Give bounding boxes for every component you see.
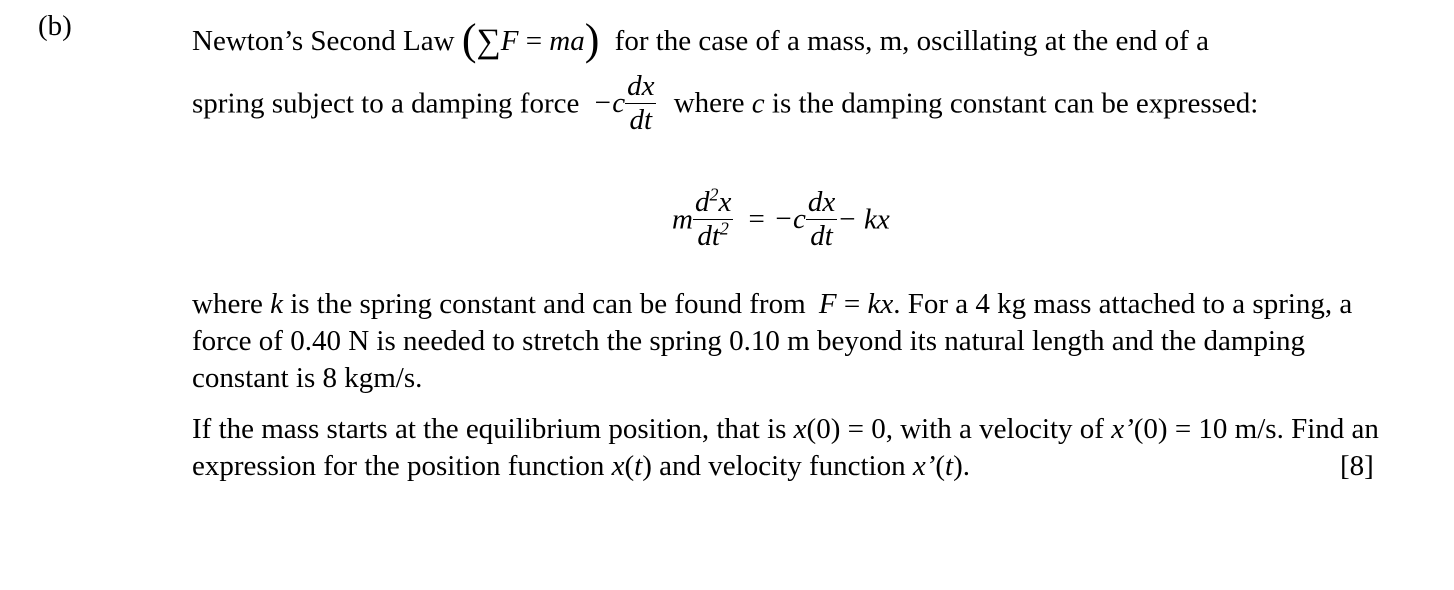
paren-close: ) <box>584 15 600 64</box>
p2-t3: (0) = 10 m/s. Find an expression for the position function <box>192 413 1379 482</box>
line2-c-var: c <box>751 87 765 120</box>
damping-fraction <box>625 70 656 138</box>
line-2 <box>192 70 1258 138</box>
law-equals: = <box>518 25 550 57</box>
eq-lhs-den-dt: dt <box>697 220 720 253</box>
p2-t4: and velocity function <box>659 450 906 482</box>
eq-lhs-num-d: d <box>694 186 710 218</box>
eq-m: m <box>672 203 693 236</box>
line2-prefix: spring subject to a damping force <box>192 87 580 120</box>
p2-t2: (0) = 0, with a velocity of <box>806 413 1104 445</box>
eq-lhs-fraction <box>693 186 733 254</box>
paragraph-spring-constant <box>192 286 1402 397</box>
p2-t5: ( <box>935 450 946 482</box>
p2-t6: t <box>945 450 954 482</box>
p2-xt: x <box>611 450 625 482</box>
line-1 <box>192 14 1209 64</box>
p2-t-close: ) <box>642 450 652 482</box>
eq-neg-c: = −c <box>746 203 806 236</box>
p2-t-var: t <box>634 450 643 482</box>
eq-lhs-num-x: x <box>718 186 732 218</box>
damping-frac-num: dx <box>627 70 655 102</box>
law-force: F <box>500 25 519 57</box>
line1-prefix: Newton’s Second Law <box>192 25 455 57</box>
eq-lhs-den <box>693 219 733 253</box>
p1-formula-f: F <box>818 288 837 320</box>
p1-formula-eq: = <box>836 288 868 320</box>
line2-neg-c: −c <box>592 87 626 120</box>
line2-where: where <box>673 87 745 120</box>
eq-lhs-den-sup: 2 <box>719 218 729 239</box>
law-ma: ma <box>549 25 585 57</box>
p1-t1: where <box>192 288 263 320</box>
p2-xpt: x’ <box>912 450 936 482</box>
p1-t2: is the spring constant and can be found from <box>290 288 806 320</box>
part-label: (b) <box>38 10 72 42</box>
line2-suffix: is the damping constant can be expressed: <box>771 87 1259 120</box>
eq-rhs-den: dt <box>806 219 837 253</box>
p1-k: k <box>270 288 283 320</box>
line1-suffix: for the case of a mass, m, oscillating at the end of a <box>614 25 1209 57</box>
p1-t3: . For a 4 kg mass attached to a spring, a force of 0.40 N is needed to stretch the spring 0.10 m beyond its natural length and the damping constant is 8 kgm/s. <box>192 288 1353 394</box>
eq-tail: − kx <box>837 203 890 236</box>
paragraph-initial-conditions <box>192 411 1404 485</box>
p1-formula-kx: kx <box>867 288 894 320</box>
sigma-symbol: ∑ <box>476 23 501 60</box>
p2-x0: x <box>793 413 807 445</box>
differential-equation <box>672 186 890 254</box>
eq-rhs-fraction <box>806 186 837 254</box>
eq-lhs-num <box>693 186 733 219</box>
p2-t-open: ( <box>624 450 635 482</box>
p1-formula <box>819 288 893 320</box>
p2-t1: If the mass starts at the equilibrium position, that is <box>192 413 787 445</box>
p2-t7: ). <box>953 450 971 482</box>
damping-frac-den: dt <box>625 103 656 137</box>
paren-open: ( <box>461 15 477 64</box>
p2-xp0: x’ <box>1111 413 1134 445</box>
eq-rhs-num: dx <box>807 186 836 218</box>
marks-label: [8] <box>1340 450 1374 482</box>
eq-lhs-num-sup: 2 <box>709 184 719 205</box>
